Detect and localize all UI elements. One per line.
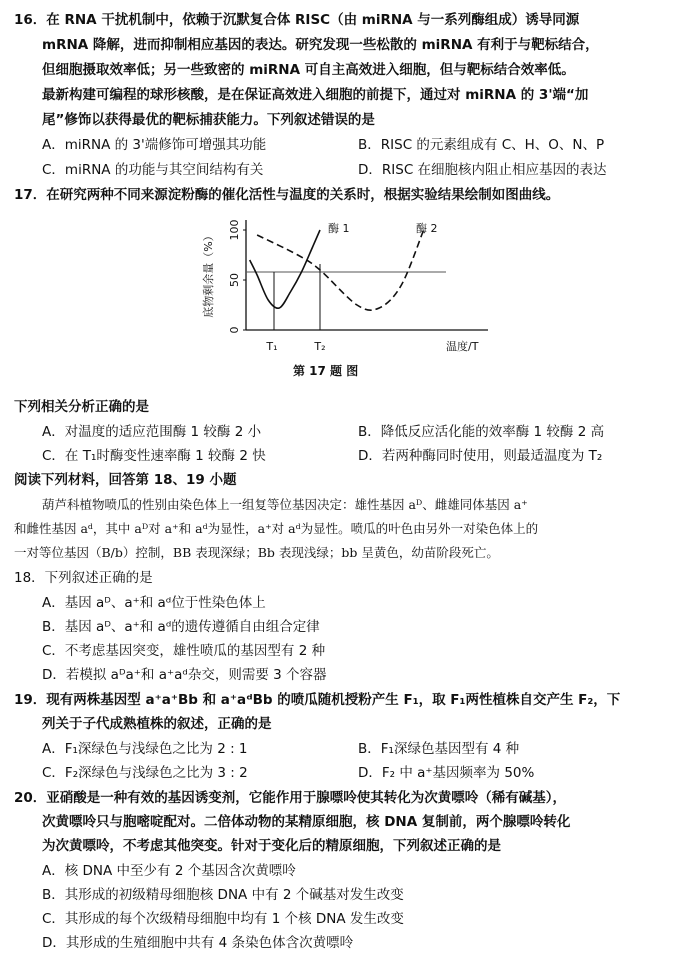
series-enzyme-1-label: 酶 1 (328, 222, 350, 235)
q19-line-2: 列关于子代成熟植株的叙述，正确的是 (42, 716, 272, 732)
q20-option-c: C．其形成的每个次级精母细胞中均有 1 个核 DNA 发生改变 (42, 911, 404, 927)
q16-line-1: 16．在 RNA 干扰机制中，依赖于沉默复合体 RISC（由 miRNA 与一系列酶组成）诱导同源 (14, 12, 580, 28)
q19-option-a: A．F₁深绿色与浅绿色之比为 2 : 1 (42, 741, 248, 757)
x-tick-label-t1: T₁ (266, 340, 278, 353)
q16-option-d: D．RISC 在细胞核内阻止相应基因的表达 (358, 162, 607, 178)
chart-axes (243, 220, 488, 330)
q17-option-c: C．在 T₁时酶变性速率酶 1 较酶 2 快 (42, 448, 266, 464)
q16-line-5: 尾”修饰以获得最优的靶标捕获能力。下列叙述错误的是 (42, 112, 375, 128)
q19-option-c: C．F₂深绿色与浅绿色之比为 3 : 2 (42, 765, 248, 781)
series-enzyme-2-label: 酶 2 (416, 222, 438, 235)
q18-option-b: B．基因 aᴰ、a⁺和 aᵈ的遗传遵循自由组合定律 (42, 619, 320, 635)
series-enzyme-1-line (250, 230, 320, 308)
q17-stem: 17．在研究两种不同来源淀粉酶的催化活性与温度的关系时，根据实验结果绘制如图曲线。 (14, 187, 560, 203)
reading-line-3: 一对等位基因（B/b）控制，BB 表现深绿；Bb 表现浅绿；bb 呈黄色，幼苗阶段死亡。 (14, 545, 499, 560)
y-axis-label: 底物剩余量（%） (202, 230, 215, 318)
enzyme-temperature-chart (198, 214, 498, 370)
q18-stem: 18．下列叙述正确的是 (14, 570, 153, 586)
q17-intro: 下列相关分析正确的是 (14, 399, 149, 415)
q19-option-d: D．F₂ 中 a⁺基因频率为 50% (358, 765, 535, 781)
q16-option-b: B．RISC 的元素组成有 C、H、O、N、P (358, 137, 605, 153)
reading-line-1: 葫芦科植物喷瓜的性别由染色体上一组复等位基因决定：雄性基因 aᴰ、雌雄同体基因 a⁺ (42, 497, 528, 512)
q20-line-3: 为次黄嘌呤，不考虑其他突变。针对于变化后的精原细胞，下列叙述正确的是 (42, 838, 501, 854)
series-enzyme-2-line (257, 230, 424, 310)
q16-line-2: mRNA 降解，进而抑制相应基因的表达。研究发现一些松散的 miRNA 有利于与靶标结合， (42, 37, 599, 53)
q17-option-b: B．降低反应活化能的效率酶 1 较酶 2 高 (358, 424, 605, 440)
q20-option-a: A．核 DNA 中至少有 2 个基因含次黄嘌呤 (42, 863, 296, 879)
y-tick-label-50: 50 (228, 273, 241, 287)
y-tick-label-100: 100 (228, 219, 241, 241)
q17-option-a: A．对温度的适应范围酶 1 较酶 2 小 (42, 424, 262, 440)
x-axis-label: 温度/T (446, 340, 479, 353)
q19-line-1: 19．现有两株基因型 a⁺a⁺Bb 和 a⁺aᵈBb 的喷瓜随机授粉产生 F₁，取 F₁两性植株自交产生 F₂，下 (14, 692, 621, 708)
q17-option-d: D．若两种酶同时使用，则最适温度为 T₂ (358, 448, 603, 464)
q16-line-3: 但细胞摄取效率低；另一些致密的 miRNA 可自主高效进入细胞，但与靶标结合效率低。 (42, 62, 575, 78)
figure-caption: 第 17 题 图 (293, 364, 359, 378)
q20-option-d: D．其形成的生殖细胞中共有 4 条染色体含次黄嘌呤 (42, 935, 354, 951)
reading-line-2: 和雌性基因 aᵈ，其中 aᴰ对 a⁺和 aᵈ为显性，a⁺对 aᵈ为显性。喷瓜的叶色由另外一对染色体上的 (14, 521, 539, 536)
reading-title: 阅读下列材料，回答第 18、19 小题 (14, 472, 237, 488)
y-tick-label-0: 0 (228, 326, 241, 334)
q16-line-4: 最新构建可编程的球形核酸，是在保证高效进入细胞的前提下，通过对 miRNA 的 3'端“加 (42, 87, 589, 103)
q20-option-b: B．其形成的初级精母细胞核 DNA 中有 2 个碱基对发生改变 (42, 887, 404, 903)
q18-option-d: D．若模拟 aᴰa⁺和 a⁺aᵈ杂交，则需要 3 个容器 (42, 667, 327, 683)
q16-option-a: A．miRNA 的 3'端修饰可增强其功能 (42, 137, 267, 153)
q19-option-b: B．F₁深绿色基因型有 4 种 (358, 741, 520, 757)
q18-option-a: A．基因 aᴰ、a⁺和 aᵈ位于性染色体上 (42, 595, 266, 611)
q20-line-1: 20．亚硝酸是一种有效的基因诱变剂，它能作用于腺嘌呤使其转化为次黄嘌呤（稀有碱基）， (14, 790, 567, 806)
q18-option-c: C．不考虑基因突变，雄性喷瓜的基因型有 2 种 (42, 643, 326, 659)
x-tick-label-t2: T₂ (314, 340, 326, 353)
q16-option-c: C．miRNA 的功能与其空间结构有关 (42, 162, 264, 178)
q20-line-2: 次黄嘌呤只与胞嘧啶配对。二倍体动物的某精原细胞，核 DNA 复制前，两个腺嘌呤转化 (42, 814, 571, 830)
